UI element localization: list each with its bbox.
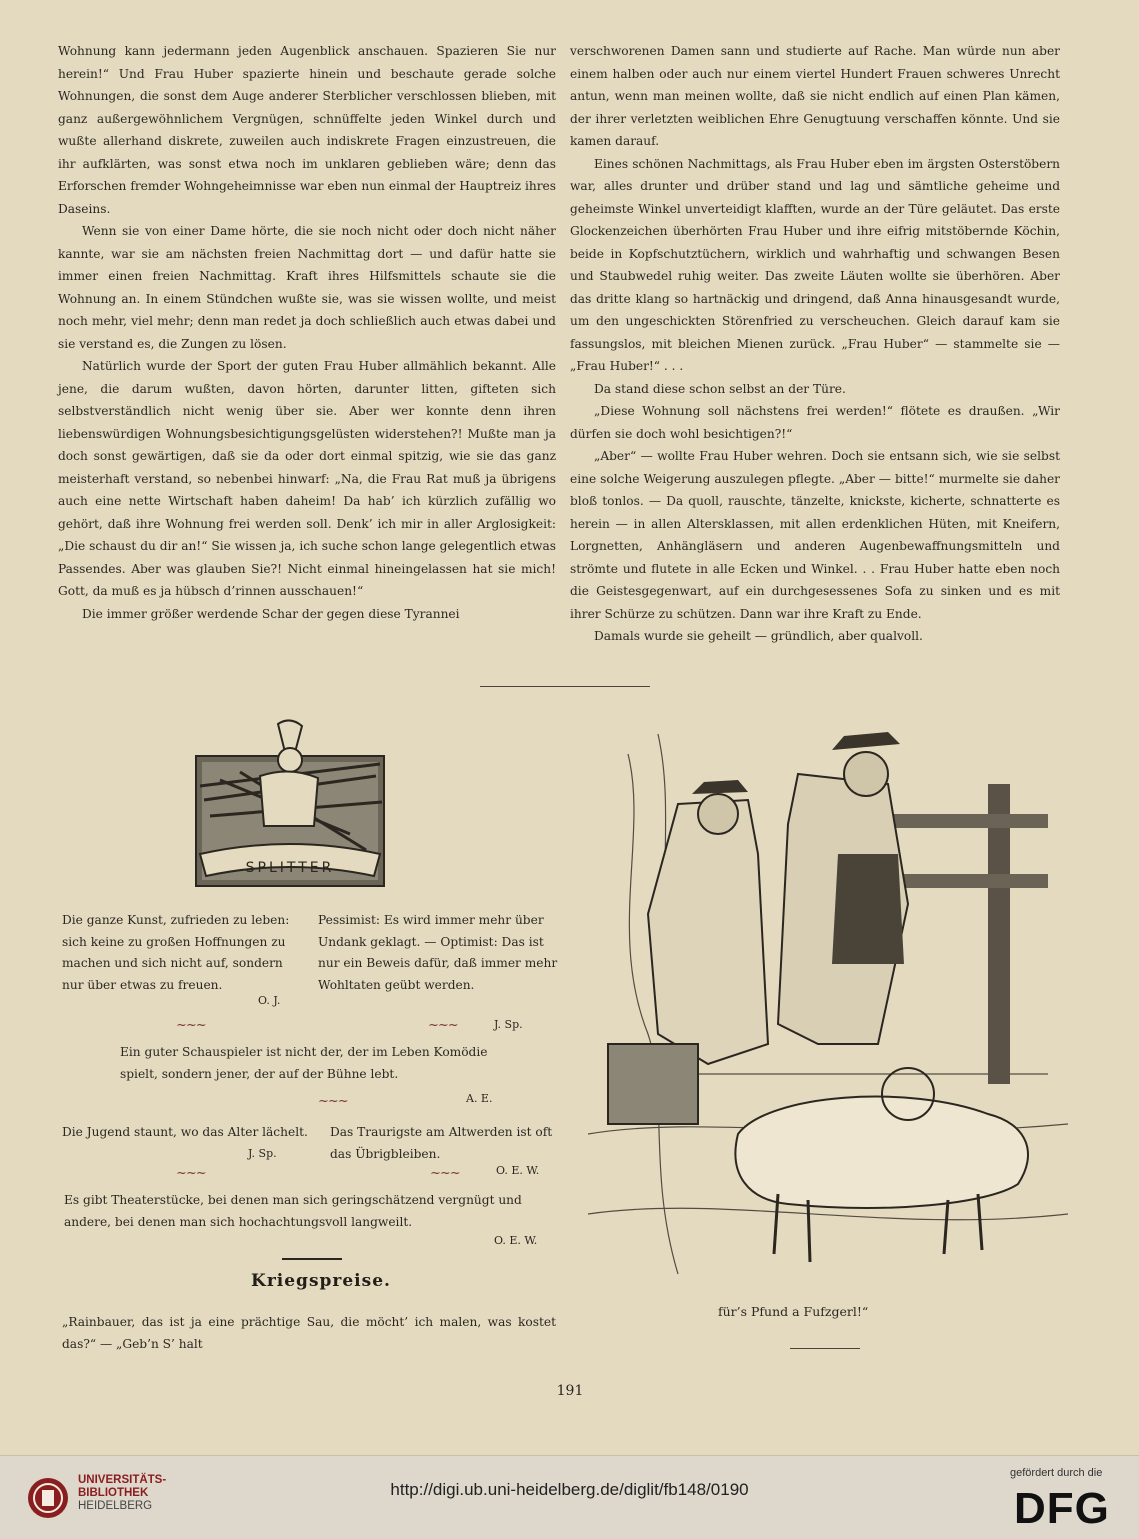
library-name-line: HEIDELBERG bbox=[78, 1500, 153, 1512]
section-divider bbox=[480, 686, 650, 687]
ornament: ~~~ bbox=[318, 1094, 348, 1109]
splitter-signature: O. J. bbox=[258, 994, 281, 1007]
permalink[interactable]: http://digi.ub.uni-heidelberg.de/diglit/fb148/0190 bbox=[390, 1480, 749, 1499]
library-name-line: UNIVERSITÄTS- bbox=[78, 1474, 167, 1486]
splitter-signature: O. E. W. bbox=[494, 1234, 538, 1247]
ornament: ~~~ bbox=[176, 1018, 206, 1033]
caption-rule bbox=[790, 1348, 860, 1349]
splitter-signature: J. Sp. bbox=[494, 1018, 523, 1031]
article-right-column bbox=[570, 40, 1060, 648]
splitter-text: Es gibt Theaterstücke, bei denen man sich geringschätzend vergnügt und andere, bei denen man sich hochachtungsvoll langweilt. bbox=[64, 1193, 522, 1229]
article-left-column bbox=[58, 40, 556, 625]
splitter-item bbox=[330, 1122, 560, 1165]
splitter-item bbox=[62, 910, 292, 996]
paragraph: „Diese Wohnung soll nächstens frei werden!“ flötete es draußen. „Wir dürfen sie doch wohl besichtigen?!“ bbox=[570, 404, 1060, 441]
paragraph: Wenn sie von einer Dame hörte, die sie noch nicht oder doch nicht näher kannte, war sie am nächsten freien Nachmittag dort — und dafür hatte sie immer einen freien Nachmittag. Kraft ihres Hilfsmittels schaute sie die Wohnung an. In einem Stündchen wußte sie, was sie wissen wollte, und meist noch mehr, viel mehr; denn man redet ja doch schließlich auch etwas dabei und sie verstand es, die Zungen zu lösen. bbox=[58, 224, 556, 351]
funding-label: gefördert durch die bbox=[1010, 1467, 1103, 1479]
story-text bbox=[62, 1312, 556, 1355]
ornament: ~~~ bbox=[176, 1166, 206, 1181]
section-divider bbox=[282, 1258, 342, 1260]
splitter-text: Die ganze Kunst, zufrieden zu leben: sich keine zu großen Hoffnungen zu machen und sich nicht auf, sondern nur über etwas zu freuen. bbox=[62, 913, 290, 992]
illustration-farmer-painter-pig bbox=[588, 714, 1068, 1294]
dfg-logo: DFG bbox=[1014, 1484, 1110, 1533]
story-paragraph: „Rainbauer, das ist ja eine prächtige Sau, die möcht’ ich malen, was kostet das?“ — „Geb’n S’ halt bbox=[62, 1315, 556, 1351]
ornament: ~~~ bbox=[428, 1018, 458, 1033]
splitter-item bbox=[318, 910, 558, 996]
splitter-text: Die Jugend staunt, wo das Alter lächelt. bbox=[62, 1125, 308, 1139]
splitter-vignette bbox=[190, 716, 390, 896]
paragraph: „Aber“ — wollte Frau Huber wehren. Doch sie entsann sich, wie sie selbst eine solche Weigerung auszulegen pflegte. „Aber — bitte!“ murmelte sie daher bloß tonlos. — Da quoll, rauschte, tänzelte, knickste, kicherte, schnatterte es herein — in allen Altersklassen, mit allen erdenklichen Hüten, mit Kneifern, Lorgnetten, Anhängläsern und anderen Augenbewaffnungsmitteln und strömte und flutete in alle Ecken und Winkel. . . Frau Huber hatte eben noch die Geistesgegenwart, auf ein durchgesessenes Sofa zu sinken und es mit ihrer Schürze zu schützen. Dann war ihre Kraft zu Ende. bbox=[570, 449, 1060, 621]
paragraph: verschworenen Damen sann und studierte auf Rache. Man würde nun aber einem halben oder auch nur einem viertel Hundert Frauen schweres Unrecht antun, wenn man meinen wollte, daß sie nicht endlich auf einen Plan kämen, der ihrer verletzten weiblichen Ehre Genugtuung verschaffen könnte. Und sie kamen darauf. bbox=[570, 44, 1060, 148]
paragraph: Natürlich wurde der Sport der guten Frau Huber allmählich bekannt. Alle jene, die darum wußten, davon hörten, darunter litten, gifteten sich selbstverständlich nicht wenig über sie. Aber wer konnte denn ihren liebenswürdigen Wohnungsbesichtigungsgelüsten widerstehen?! Mußte man ja doch sonst gewärtigen, daß sie da oder dort einmal spitzig, wie sie das ganz meisterhaft verstand, so nebenbei hinwarf: „Na, die Frau Rat muß ja übrigens auch eine nette Wirtschaft haben daheim! Da hab’ ich kürzlich zufällig wo gehört, daß ihre Wohnung frei werden soll. Denk’ ich mir in aller Arglosigkeit: „Die schaust du dir an!“ Sie wissen ja, ich suche schon lange gelegentlich etwas Passendes. Aber was glauben Sie?! Nicht einmal hineingelassen hat sie mich! Gott, da muß es ja hübsch d’rinnen ausschauen!“ bbox=[58, 359, 556, 598]
paragraph: Eines schönen Nachmittags, als Frau Huber eben im ärgsten Osterstöbern war, alles drunter und drüber stand und lag und sämtliche geheime und geheimste Winkel unverteidigt klafften, wurde an der Türe geläutet. Das erste Glockenzeichen überhörten Frau Huber und ihre eifrig mitstöbernde Köchin, beide in Kopfschutztüchern, wirklich und wahrhaftig und schwangen Besen und Staubwedel ruhig weiter. Das zweite Läuten wollte sie überhören. Aber das dritte klang so hartnäckig und dringend, daß Anna hinausgesandt wurde, um den ungeschickten Störenfried zu verscheuchen. Gleich darauf kam sie fassungslos, mit bleichen Mienen zurück. „Frau Huber“ — stammelte sie — „Frau Huber!“ . . . bbox=[570, 156, 1060, 373]
paragraph: Wohnung kann jedermann jeden Augenblick anschauen. Spazieren Sie nur herein!“ Und Frau Huber spazierte hinein und beschaute gerade solche Wohnungen, die sonst dem Auge anderer Sterblicher verschlossen blieben, mit ganz außergewöhnlichem Vergnügen, schnüffelte jeden Winkel durch und wußte allerhand diskrete, zuweilen auch indiskrete Fragen einzustreuen, die ihr aufklärten, was sonst etwa noch im unklaren geblieben wäre; denn das Erforschen fremder Wohngeheimnisse war eben nun einmal der Hauptreiz ihres Daseins. bbox=[58, 44, 556, 216]
splitter-text: Pessimist: Es wird immer mehr über Undank geklagt. — Optimist: Das ist nur ein Beweis dafür, daß immer mehr Wohltaten geübt werden. bbox=[318, 913, 558, 992]
splitter-item bbox=[62, 1122, 312, 1144]
splitter-item bbox=[64, 1190, 558, 1233]
library-name-line: BIBLIOTHEK bbox=[78, 1487, 149, 1499]
paragraph: Damals wurde sie geheilt — gründlich, aber qualvoll. bbox=[594, 629, 923, 643]
splitter-signature: J. Sp. bbox=[248, 1147, 277, 1160]
splitter-signature: O. E. W. bbox=[496, 1164, 540, 1177]
splitter-text: Das Traurigste am Altwerden ist oft das Übrigbleiben. bbox=[330, 1125, 553, 1161]
ornament: ~~~ bbox=[430, 1166, 460, 1181]
page-number: 191 bbox=[556, 1383, 584, 1399]
splitter-heading: SPLITTER bbox=[245, 860, 335, 876]
story-title: Kriegspreise. bbox=[251, 1271, 391, 1291]
paragraph: Die immer größer werdende Schar der gegen diese Tyrannei bbox=[82, 606, 460, 621]
illustration-caption: für’s Pfund a Fufzgerl!“ bbox=[718, 1304, 869, 1319]
splitter-item bbox=[120, 1042, 510, 1085]
splitter-signature: A. E. bbox=[466, 1092, 493, 1105]
paragraph: Da stand diese schon selbst an der Türe. bbox=[594, 381, 846, 396]
splitter-text: Ein guter Schauspieler ist nicht der, der im Leben Komödie spielt, sondern jener, der auf der Bühne lebt. bbox=[120, 1045, 488, 1081]
